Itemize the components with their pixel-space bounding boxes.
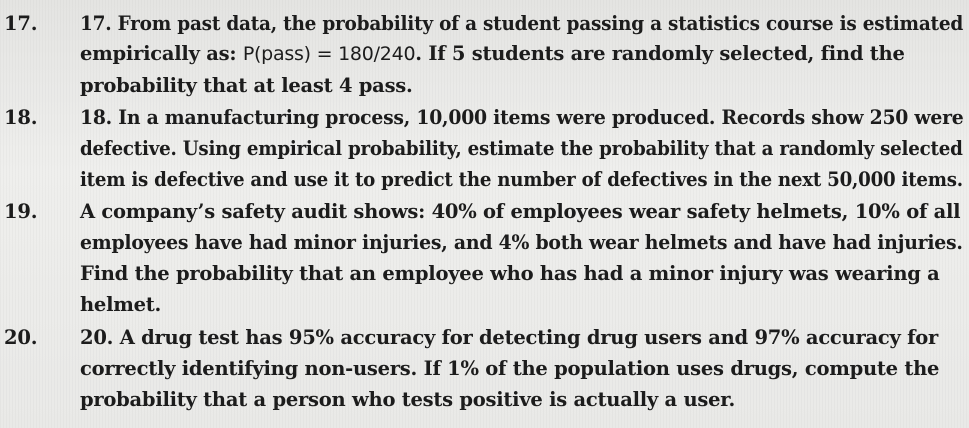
text-run: 18. In a manufacturing process, 10,000 items were produced. Records show 250 were [80, 106, 964, 129]
question-number: 19. [4, 200, 38, 223]
question-number: 18. [4, 106, 38, 129]
text-run: 20. A drug test has 95% accuracy for detecting drug users and 97% accuracy for [80, 326, 939, 349]
question-text-line [80, 200, 960, 223]
question-text-line [80, 106, 963, 129]
question-text-line [80, 357, 939, 380]
text-run: employees have had minor injuries, and 4% both wear helmets and have had injuries. [80, 231, 963, 254]
text-run: empirically as: [80, 42, 243, 65]
text-run: defective. Using empirical probability, estimate the probability that a randomly selected [80, 137, 963, 160]
text-run: . If 5 students are randomly selected, find the [415, 42, 905, 65]
question-text-line [80, 293, 161, 316]
text-run: item is defective and use it to predict the number of defectives in the next 50,000 items. [80, 168, 963, 191]
question-text-line [80, 231, 963, 254]
formula-text: P(pass) = 180/240 [242, 43, 416, 65]
text-run: Find the probability that an employee who has had a minor injury was wearing a [80, 262, 940, 285]
question-number: 20. [4, 326, 38, 349]
text-run: A company’s safety audit shows: 40% of employees wear safety helmets, 10% of all [80, 200, 961, 223]
question-text-line [80, 137, 963, 160]
text-run: probability that a person who tests positive is actually a user. [80, 388, 736, 411]
question-text-line [80, 326, 938, 349]
text-run: correctly identifying non-users. If 1% of the population uses drugs, compute the [80, 357, 940, 380]
text-run: helmet. [80, 293, 162, 316]
text-run: 17. From past data, the probability of a student passing a statistics course is estimated [80, 12, 964, 35]
question-text-line [80, 262, 940, 285]
question-text-line [80, 12, 963, 35]
question-text-line [80, 74, 413, 97]
question-number: 17. [4, 12, 38, 35]
question-text-line [80, 168, 963, 191]
text-run: probability that at least 4 pass. [80, 74, 413, 97]
question-text-line [80, 388, 735, 411]
question-text-line [80, 42, 905, 65]
